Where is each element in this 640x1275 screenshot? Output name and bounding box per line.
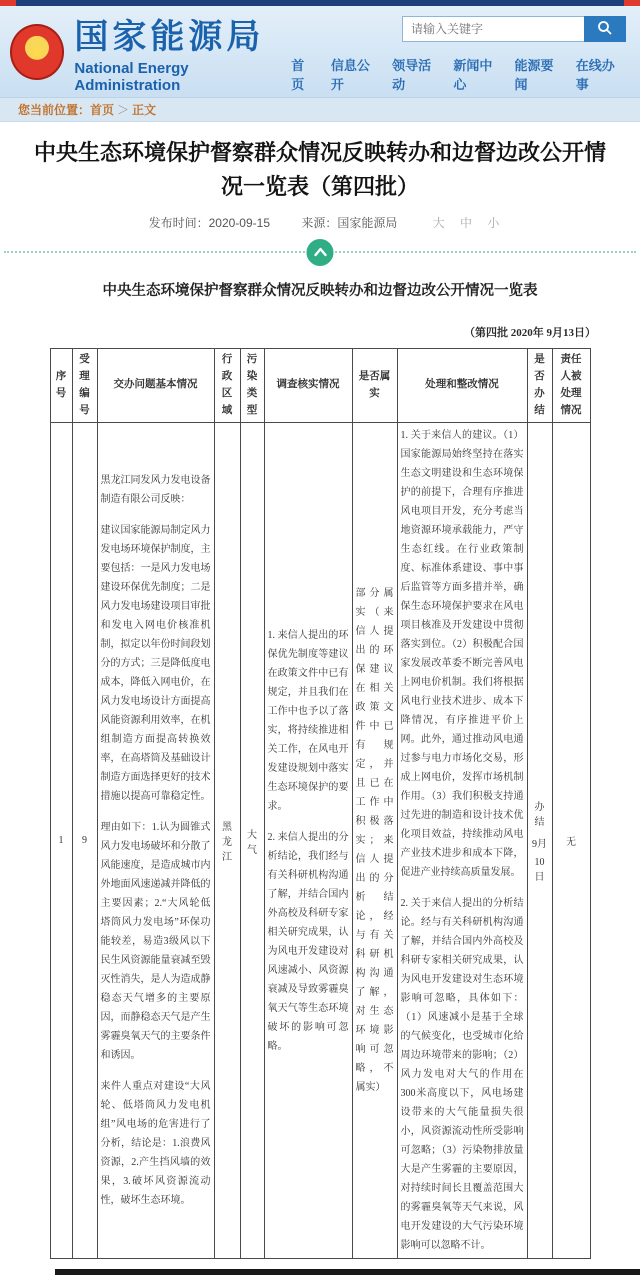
cell-accountability: 无 (552, 423, 590, 1259)
cell-pollution-type: 大气 (240, 423, 264, 1259)
breadcrumb-prefix: 您当前位置： (18, 103, 91, 117)
site-header (0, 6, 640, 98)
publish-date-label: 发布时间： (148, 216, 209, 231)
col-header-closed: 是否办结 (527, 349, 552, 423)
publish-date: 2020-09-15 (208, 216, 270, 231)
cell-seq: 1 (50, 423, 72, 1259)
search-icon (597, 20, 613, 39)
page-title: 中央生态环境保护督察群众情况反映转办和边督边改公开情况一览表（第四批） (33, 140, 606, 200)
font-size-controls[interactable]: 大 中 小 (432, 216, 506, 231)
top-right-red-accent (624, 0, 640, 6)
main-nav (291, 55, 626, 93)
back-to-top-button[interactable] (307, 239, 334, 266)
batch-date-note: （第四批 2020年 9月13日） (464, 327, 596, 340)
table-title: 中央生态环境保护督察群众情况反映转办和边督边改公开情况一览表 (102, 283, 538, 300)
chevron-up-icon (313, 245, 327, 260)
nav-link-info-disclosure[interactable]: 信息公开 (330, 58, 370, 92)
breadcrumb-home-link[interactable]: 首页 (90, 103, 115, 117)
col-header-verification: 调查核实情况 (264, 349, 352, 423)
col-header-issue: 交办问题基本情况 (97, 349, 214, 423)
table-header-row (50, 349, 590, 423)
col-header-accountability: 责任人被处理情况 (552, 349, 590, 423)
nav-link-news-center[interactable]: 新闻中心 (453, 58, 493, 92)
top-left-red-accent (0, 0, 16, 6)
top-border-bar (0, 0, 640, 6)
cell-case-no: 9 (72, 423, 97, 1259)
cell-closed: 办结 9月 10日 (527, 423, 552, 1259)
breadcrumb (0, 98, 640, 122)
cell-handling: 1. 关于来信人的建议。（1）国家能源局始终坚持在落实生态文明建设和生态环境保护的前提下，合理有序推进风电项目开发，充分考虑当地资源环境承载能力，严守生态红线。在行业政策制度、标准体系建设、事中事后监管等方面多措并举，确保生态环境保护要求在风电项目核准及开发建设中贯彻落实到位。（2）积极配合国家发展改革委不断完善风电上网电价机制。我们将根据风电行业技术进步、成本下降情况，有序推进平价上网。此外，通过推动风电通过参与电力市场化交易，形成上网电价，发挥市场机制作用。（3）我们积极支持通过先进的制造和设计技术优化项目效益，持续推动风电产业技术进步和成本下降，促进产业持续高质量发展。 2. 关于来信人提出的分析结论。经与有关科研机构沟通了解，并结合国内外高校及科研专家相关研究成果，认为风电开发建设对生态环境影响可忽略，具体如下：（1）风速减小是基于全球的气候变化，也受城市化给周边环境带来的影响；（2）风力发电对大气的作用在300米高度以下，风电场建设带来的大气能量损失很小，风资源流动性所受影响可忽略；（3）污染物排放量大是产生雾霾的主要原因，对持续时间长且覆盖范围大的雾霾臭氧等天气来说，风电开发建设的大气污染环境影响可以忽略不计。 (397, 423, 527, 1259)
col-header-is-true: 是否属实 (352, 349, 397, 423)
site-title-cn: 国家能源局 (74, 18, 265, 56)
breadcrumb-separator: ＞ (117, 103, 130, 117)
cell-issue: 黑龙江同发风力发电设备制造有限公司反映： 建议国家能源局制定风力发电场环境保护制度，主要包括：一是风力发电场建设环保优先制度；二是风力发电场建设项目审批和发电入网电价核准机制，拟定以年份时间段划分的方式；三是降低度电成本，降低入网电价，在风力发电场设计方面提高风能资源利用效率，在机组制造方面提高转换效率，在高塔筒及基础设计制造方面选择更好的技术措施以提高可靠稳定性。 理由如下：1.认为圆锥式风力发电场破坏和分散了风能速度，是造成城市内外地面风速递减并降低的主要因素；2.“大风轮低塔筒风力发电场”环保功能较差，易造3级风以下民生风资源能量衰减至毁灭性消失，是人为造成静稳态天气增多的主要原因，而静稳态天气是产生雾霾臭氧天气的主要条件和诱因。 来件人重点对建设“大风轮、低塔筒风力发电机组”风电场的危害进行了分析，结论是：1.浪费风资源，2.产生挡风墙的效果，3.破坏风资源流动性，破坏生态环境。 (97, 423, 214, 1259)
nav-link-leadership[interactable]: 领导活动 (392, 58, 432, 92)
col-header-region: 行政区域 (214, 349, 240, 423)
source-label: 来源： (301, 216, 338, 231)
cell-is-true: 部分属实（来信人提出的环保建议在相关政策文件中已有规定，并且已在工作中积极落实；来信人提出的分析结论，经与有关科研机构沟通了解，对生态环境影响可忽略，不属实） (352, 423, 397, 1259)
search-input[interactable] (402, 16, 584, 42)
col-header-pollution-type: 污染类型 (240, 349, 264, 423)
site-title-en: National Energy Administration (74, 60, 189, 94)
inspection-report-table (50, 348, 591, 1259)
col-header-handling: 处理和整改情况 (397, 349, 527, 423)
article-meta (0, 214, 640, 231)
nav-link-online-services[interactable]: 在线办事 (575, 58, 615, 92)
national-emblem-icon: ★ (10, 24, 64, 80)
source-value: 国家能源局 (337, 216, 398, 231)
bottom-dark-bar (55, 1269, 640, 1275)
breadcrumb-current-link[interactable]: 正文 (132, 103, 157, 117)
document-section (0, 279, 640, 1275)
col-header-seq: 序号 (50, 349, 72, 423)
article-main (0, 136, 640, 1275)
site-logo[interactable] (10, 9, 291, 94)
col-header-case-no: 受理编号 (72, 349, 97, 423)
table-row (50, 423, 590, 1259)
cell-verification: 1. 来信人提出的环保优先制度等建议在政策文件中已有规定，并且我们在工作中也予以了落实，将持续推进相关工作，在风电开发建设规划中落实生态环境保护的要求。 2. 来信人提出的分析结论，我们经与有关科研机构沟通了解，并结合国内外高校及科研专家相关研究成果，认为风电开发建设对风速减小、风资源衰减及导致雾霾臭氧天气等生态环境破坏的影响可忽略。 (264, 423, 352, 1259)
section-divider (4, 251, 636, 253)
cell-region: 黑龙江 (214, 423, 240, 1259)
search-button[interactable] (584, 16, 626, 42)
nav-link-energy-highlights[interactable]: 能源要闻 (514, 58, 554, 92)
nav-link-home[interactable]: 首 页 (291, 58, 305, 92)
